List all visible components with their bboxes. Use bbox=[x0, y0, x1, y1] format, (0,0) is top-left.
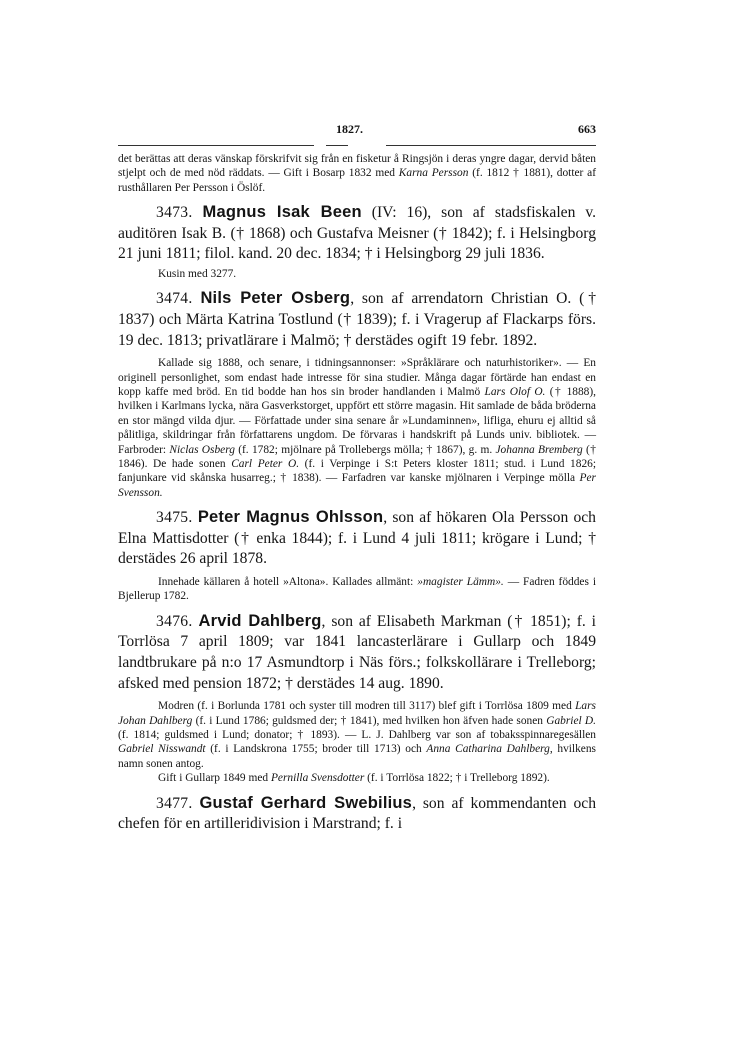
entry-3473 bbox=[118, 202, 596, 265]
entry-3475 bbox=[118, 507, 596, 570]
entry-3477 bbox=[118, 793, 596, 835]
entry-name: Magnus Isak Been bbox=[202, 203, 362, 222]
entry-number: 3476. bbox=[156, 612, 193, 630]
person-name: Johanna Bremberg bbox=[495, 443, 583, 456]
text-run: (f. 1814; guldsmed i Lund; donator; † 1893). — L. J. Dahlberg var son af tobaksspinnaregesällen bbox=[118, 729, 596, 742]
header-rule-right bbox=[386, 145, 596, 146]
person-name: Carl Peter O. bbox=[231, 458, 300, 471]
text-run: (f. i Landskrona 1755; broder till 1713) och bbox=[205, 743, 427, 756]
text-run: Innehade källaren å hotell »Altona». Kallades allmänt: bbox=[158, 576, 418, 589]
entry-note bbox=[118, 356, 596, 500]
text-run: , hvilkens namn sonen antog. bbox=[118, 743, 596, 770]
text-run: — Fadren föddes i Bjellerup 1782. bbox=[118, 576, 597, 603]
entry-text: , son af arrendatorn Christian O. († 1837) och Märta Katrina Tostlund († 1839); f. i Vragerup af Flackarps förs. 19 dec. 1813; privatlärare i Malmö; † derstädes ogift 19 febr. 1892. bbox=[118, 290, 596, 349]
person-name: Gabriel Nisswandt bbox=[118, 743, 206, 756]
entry-text: , son af hökaren Ola Persson och Elna Mattisdotter († enka 1844); f. i Lund 4 juli 1811; krögare i Lund; † derstädes 26 april 1878. bbox=[118, 509, 596, 568]
entry-name: Gustaf Gerhard Swebilius bbox=[199, 793, 413, 812]
person-name: Per Svensson. bbox=[118, 472, 596, 499]
text-run: († 1888), hvilken i Karlmans lycka, nära Gasverkstorget, uppfört ett större magasin. Hit samlade de båda bröderna en stor mängd vilda djur. — Författade under sina senare år »Lundaminnen», lifliga, ehuru ej alltid så pålitliga, skildringar från författarens ungdom. De förvaras i handskrift på Lunds univ. bibliotek. — Farbroder: bbox=[118, 386, 596, 456]
entry-text: , son af kommendanten och chefen för en artilleridivision i Marstrand; f. i bbox=[118, 794, 597, 833]
entry-note bbox=[118, 699, 596, 771]
person-name: Anna Catharina Dahlberg bbox=[426, 743, 550, 756]
person-name: Gabriel D. bbox=[546, 714, 596, 727]
text-run: Kallade sig 1888, och senare, i tidningsannonser: »Språklärare och naturhistoriker». — En originell personlighet, som endast hade intresse för sina studier. Många dagar förtärde han endast en kopp kaffe med bröd. En tid bodde han hos sin broder handlanden i Malmö bbox=[118, 357, 596, 398]
entry-number: 3473. bbox=[156, 204, 193, 222]
entry-number: 3477. bbox=[156, 794, 193, 812]
nickname: »magister Lämm». bbox=[417, 576, 504, 589]
text-run: Modren (f. i Borlunda 1781 och syster till modren till 3117) blef gift i Torrlösa 1809 med bbox=[158, 700, 576, 713]
person-name: Niclas Osberg bbox=[169, 443, 235, 456]
text-run: (f. 1812 † 1881), dotter af rusthållaren Per Persson i Öslöf. bbox=[118, 167, 597, 194]
entry-text: , son af Elisabeth Markman († 1851); f. i Torrlösa 7 april 1809; var 1841 lancasterlärare i Gullarp och 1849 landtbrukare på n:o 17 Asmundtorp i Näs förs.; folkskollärare i Trelleborg; afsked med pension 1872; † derstädes 14 aug. 1890. bbox=[118, 612, 597, 692]
text-run: (f. i Lund 1786; guldsmed der; † 1841), med hvilken hon äfven hade sonen bbox=[192, 714, 547, 727]
person-name: Lars Johan Dahlberg bbox=[118, 700, 596, 727]
text-run: det berättas att deras vänskap förskrifvit sig från en fisketur å Ringsjön i deras yngre dagar, dervid båten stjelpt och de med nöd räddats. — Gift i Bosarp 1832 med bbox=[118, 153, 596, 180]
page-number: 663 bbox=[578, 122, 596, 136]
page-body bbox=[118, 152, 596, 835]
text-run: Gift i Gullarp 1849 med bbox=[158, 772, 271, 785]
entry-note bbox=[118, 575, 596, 604]
entry-text: (IV: 16), son af stadsfiskalen v. auditören Isak B. († 1868) och Gustafva Meisner († 1842); f. i Helsingborg 21 juni 1811; filol. kand. 20 dec. 1834; † i Helsingborg 29 juli 1836. bbox=[118, 204, 596, 263]
header-year: 1827. bbox=[336, 122, 363, 136]
entry-number: 3474. bbox=[156, 290, 193, 308]
entry-note: Kusin med 3277. bbox=[158, 268, 237, 280]
entry-3476 bbox=[118, 611, 596, 694]
person-name: Pernilla Svensdotter bbox=[270, 772, 365, 785]
entry-3474 bbox=[118, 288, 596, 351]
text-run: (f. 1782; mjölnare på Trollebergs mölla; † 1867), g. m. bbox=[234, 443, 496, 456]
text-run: (f. i Verpinge i S:t Peters kloster 1811; stud. i Lund 1826; fanjunkare vid skånska husarreg.; † 1838). — Farfadren var kanske mjölnaren i Verpinge mölla bbox=[118, 458, 596, 485]
page-header bbox=[118, 122, 596, 136]
entry-number: 3475. bbox=[156, 509, 193, 527]
header-rule-left bbox=[118, 145, 314, 146]
entry-name: Peter Magnus Ohlsson bbox=[197, 508, 384, 527]
entry-name: Nils Peter Osberg bbox=[200, 289, 351, 308]
person-name: Karna Persson bbox=[398, 167, 469, 180]
entry-note-marriage bbox=[118, 771, 596, 785]
person-name: Lars Olof O. bbox=[484, 386, 546, 398]
text-run: (f. i Torrlösa 1822; † i Trelleborg 1892). bbox=[364, 772, 550, 785]
entry-name: Arvid Dahlberg bbox=[198, 611, 322, 630]
entry-continuation bbox=[118, 152, 596, 195]
text-run: († 1846). De hade sonen bbox=[118, 443, 596, 471]
header-rule-mid bbox=[326, 145, 348, 146]
